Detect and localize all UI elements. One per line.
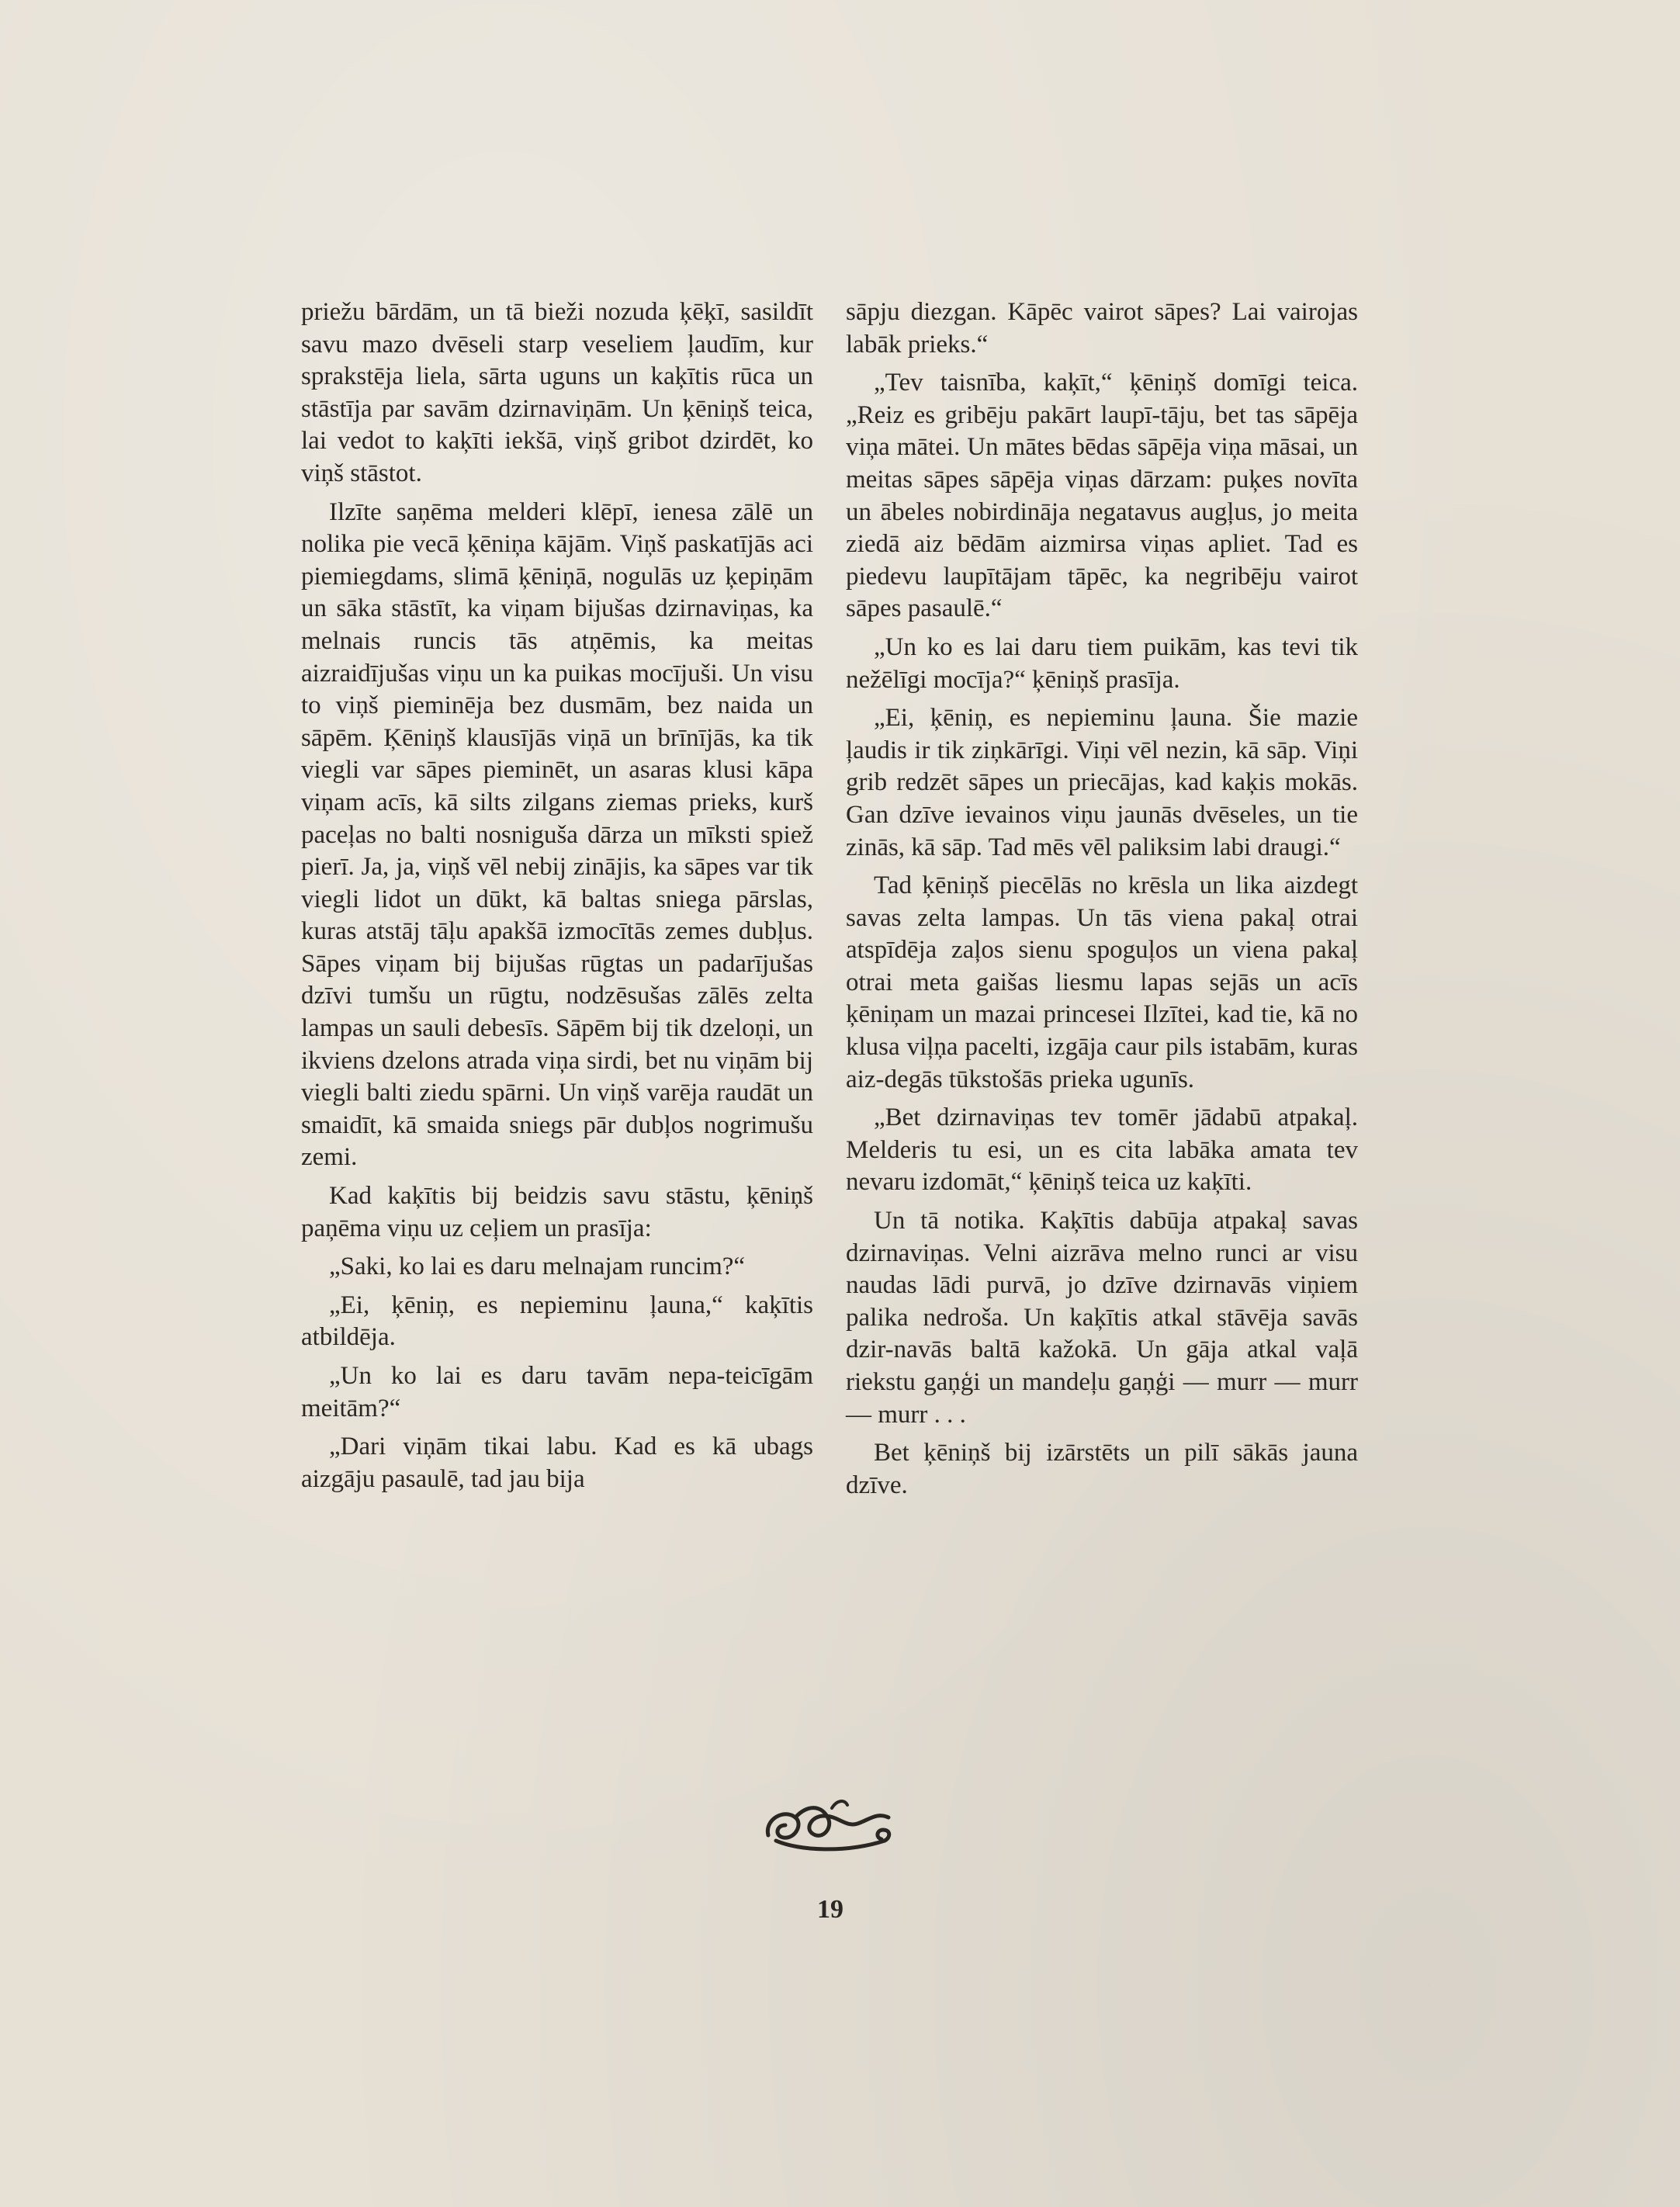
paragraph: „Un ko es lai daru tiem puikām, kas tevi tik nežēlīgi mocīja?“ ķēniņš prasīja. (846, 632, 1358, 694)
paragraph: Tad ķēniņš piecēlās no krēsla un lika aizdegt savas zelta lampas. Un tās viena pakaļ otrai atspīdēja zaļos sienu spoguļos un viena pakaļ otrai meta gaišas liesmu lapas sejās un acīs ķēniņam un mazai princesei Ilzītei, kad tie, kā no klusa viļņa pacelti, izgāja caur pils istabām, kuras aiz-degās tūkstošās prieka ugunīs. (846, 871, 1358, 1093)
paragraph: „Ei, ķēniņ, es nepieminu ļauna,“ kaķītis atbildēja. (301, 1291, 813, 1352)
paragraph: Un tā notika. Kaķītis dabūja atpakaļ savas dzirnaviņas. Velni aizrāva melno runci ar visu naudas lādi purvā, jo dzīve dzirnavās viņiem palika nedroša. Un kaķītis atkal stāvēja savās dzir-navās baltā kažokā. Un gāja atkal vaļā riekstu gaņģi un mandeļu gaņģi — murr — murr — murr . . . (846, 1207, 1358, 1429)
paragraph: sāpju diezgan. Kāpēc vairot sāpes? Lai vairojas labāk prieks.“ (846, 298, 1358, 359)
flourish-ornament-icon (760, 1793, 896, 1862)
right-text-column (846, 296, 1358, 1508)
paragraph: „Un ko lai es daru tavām nepa-teicīgām meitām?“ (301, 1362, 813, 1422)
paragraph: „Saki, ko lai es daru melnajam runcim?“ (329, 1252, 746, 1281)
paragraph: priežu bārdām, un tā bieži nozuda ķēķī, sasildīt savu mazo dvēseli starp veseliem ļaudīm, kur sprakstēja liela, sārta uguns un kaķītis rūca un stāstīja par savām dzirnaviņām. Un ķēniņš teica, lai vedot to kaķīti iekšā, viņš gribot dzirdēt, ko viņš stāstot. (301, 298, 813, 487)
paragraph: „Tev taisnība, kaķīt,“ ķēniņš domīgi teica. „Reiz es gribēju pakārt laupī-tāju, bet tas sāpēja viņa mātei. Un mātes bēdas sāpēja viņa māsai, un meitas sāpes sāpēja viņas dārzam: puķes novīta un ābeles nobirdināja negatavus augļus, jo meita ziedā aiz bēdām aizmirsa viņas apliet. Tad es piedevu laupītājam tāpēc, ka negribēju vairot sāpes pasaulē.“ (846, 369, 1358, 623)
paragraph: Kad kaķītis bij beidzis savu stāstu, ķēniņš paņēma viņu uz ceļiem un prasīja: (301, 1182, 813, 1242)
paragraph: „Dari viņām tikai labu. Kad es kā ubags aizgāju pasaulē, tad jau bija (301, 1433, 813, 1493)
paragraph: Bet ķēniņš bij izārstēts un pilī sākās jauna dzīve. (846, 1439, 1358, 1499)
page-number: 19 (817, 1895, 843, 1924)
paragraph: „Bet dzirnaviņas tev tomēr jādabū atpakaļ. Melderis tu esi, un es cita labāka amata tev nevaru izdomāt,“ ķēniņš teica uz kaķīti. (846, 1104, 1358, 1197)
paragraph: „Ei, ķēniņ, es nepieminu ļauna. Šie mazie ļaudis ir tik ziņkārīgi. Viņi vēl nezin, kā sāp. Viņi grib redzēt sāpes un priecājas, kad kaķis mokās. Gan dzīve ievainos viņu jaunās dvēseles, un tie zinās, kā sāp. Tad mēs vēl paliksim labi draugi.“ (846, 704, 1358, 861)
paragraph: Ilzīte saņēma melderi klēpī, ienesa zālē un nolika pie vecā ķēniņa kājām. Viņš paskatījās aci piemiegdams, slimā ķēniņā, nogulās uz ķepiņām un sāka stāstīt, ka viņam bijušas dzirnaviņas, ka melnais runcis tās atņēmis, ka meitas aizraidījušas viņu un ka puikas mocījuši. Un visu to viņš pieminēja bez dusmām, bez naida un sāpēm. Ķēniņš klausījās viņā un brīnījās, ka tik viegli var sāpes pieminēt, un asaras klusi kāpa viņam acīs, kā silts zilgans ziemas prieks, kurš paceļas no balti nosniguša dārza un mīksti spiež pierī. Ja, ja, viņš vēl nebij zinājis, ka sāpes var tik viegli lidot un dūkt, kā baltas sniega pārslas, kuras atstāj tāļu apakšā izmocītās zemes dubļus. Sāpes viņam bij bijušas rūgtas un padarījušas dzīvi tumšu un rūgtu, nodzēsušas zālēs zelta lampas un sauli debesīs. Sāpēm bij tik dzeloņi, un ikviens dzelons atrada viņa sirdi, bet nu viņām bij viegli balti ziedu spārni. Un viņš varēja raudāt un smaidīt, kā smaida sniegs pār dubļos nogrimušu zemi. (301, 497, 813, 1172)
left-text-column (301, 296, 813, 1502)
